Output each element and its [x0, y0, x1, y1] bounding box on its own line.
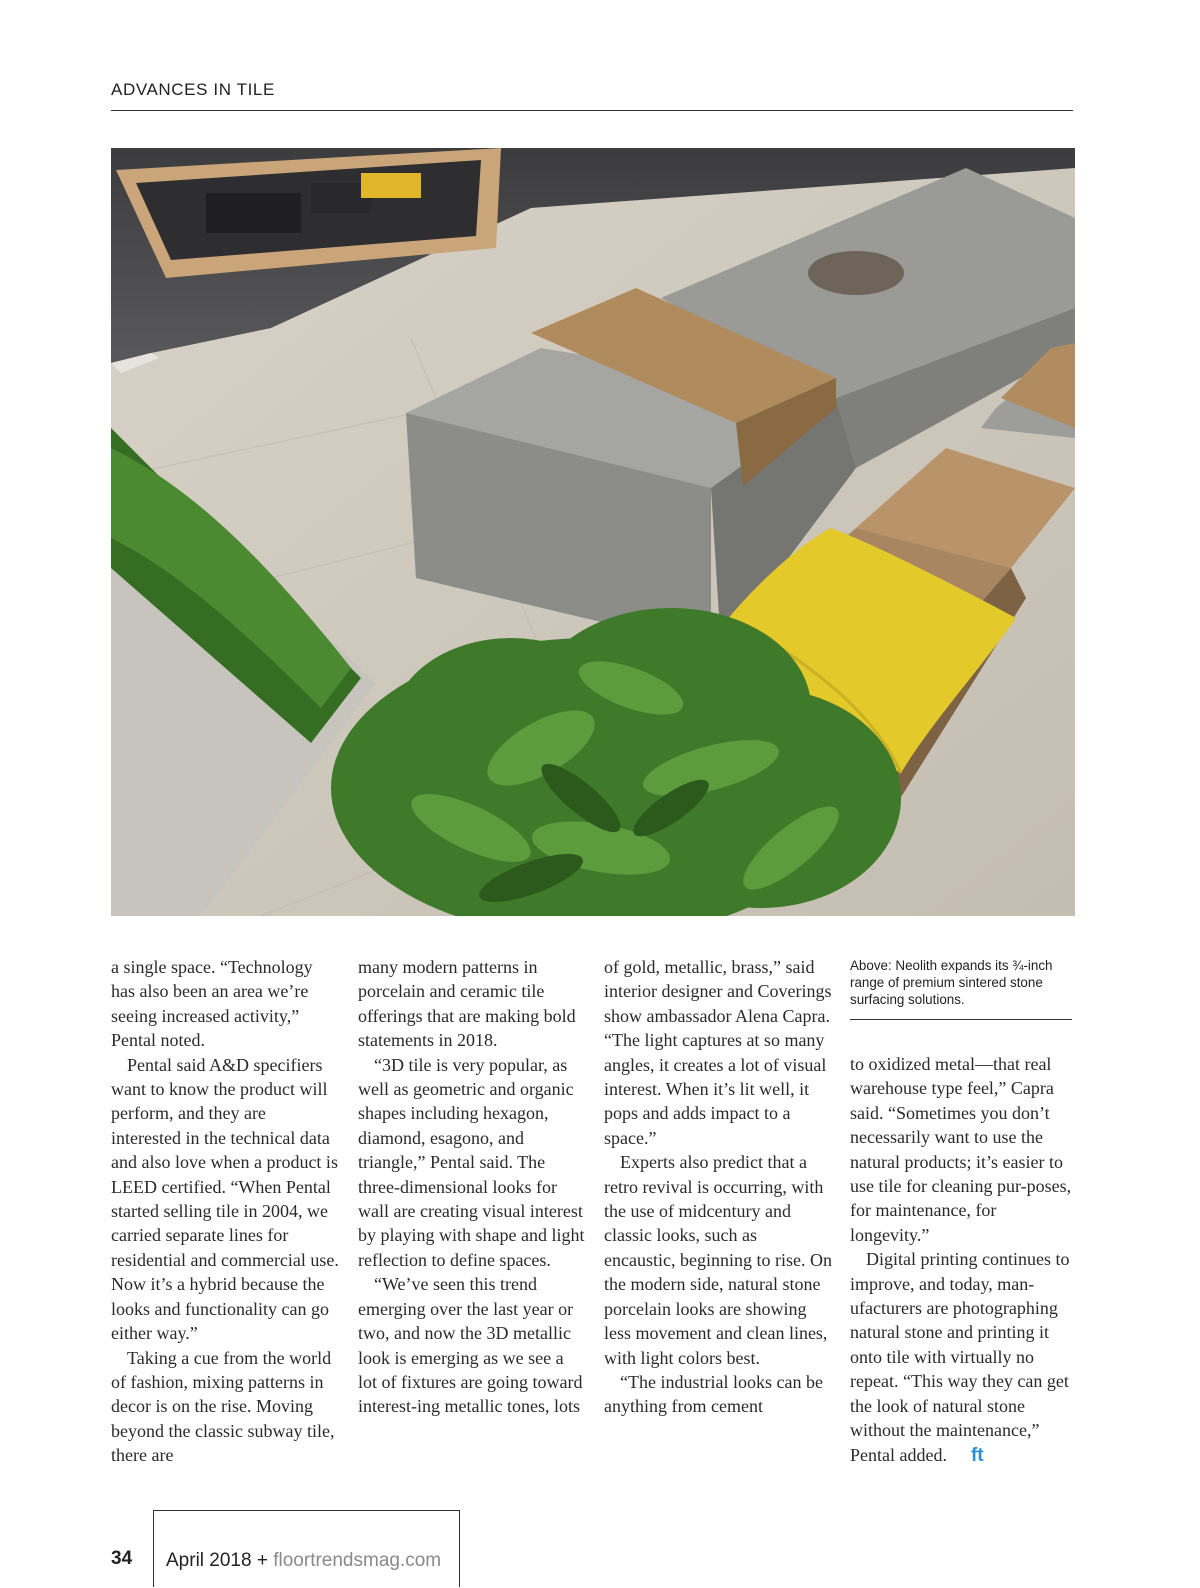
page-number: 34	[111, 1548, 133, 1569]
paragraph: “We’ve seen this trend emerging over the last year or two, and now the 3D metallic look is emerging as we see a lot of fixtures are going toward interest-ing metallic tones, lots	[358, 1274, 583, 1417]
showroom-photo	[111, 148, 1075, 916]
showroom-photo-icon	[111, 148, 1075, 916]
footer-separator: +	[256, 1550, 268, 1571]
paragraph: Experts also predict that a retro revival is occurring, with the use of midcentury and classic looks, such as encaustic, beginning to rise. On the modern side, natural stone porcelain looks are showing less movement and clean lines, with light colors best.	[604, 1152, 832, 1368]
paragraph: Pental said A&D specifiers want to know the product will perform, and they are interested in the technical data and also love when a product is LEED certified. “When Pental started selling tile in 2004, we carried separate lines for residential and commercial use. Now it’s a hybrid because the looks and functionality can go either way.”	[111, 1054, 339, 1344]
article-column-3	[604, 955, 832, 1419]
header-rule	[111, 110, 1073, 111]
article-column-4	[850, 1052, 1072, 1468]
footer-folio	[166, 1550, 441, 1572]
paragraph: to oxidized metal—that real warehouse type feel,” Capra said. “Sometimes you don’t necessarily want to use the natural products; it’s easier to use tile for cleaning pur-poses, for maintenance, for longevity.”	[850, 1054, 1072, 1245]
paragraph: “The industrial looks can be anything from cement	[604, 1371, 823, 1417]
article-column-1	[111, 955, 339, 1468]
footer-issue: April 2018	[166, 1550, 252, 1571]
caption-rule	[850, 1019, 1072, 1020]
paragraph: many modern patterns in porcelain and ceramic tile offerings that are making bold statements in 2018.	[358, 957, 576, 1051]
section-label: ADVANCES IN TILE	[111, 80, 275, 99]
paragraph: Taking a cue from the world of fashion, mixing patterns in decor is on the rise. Moving beyond the classic subway tile, there are	[111, 1347, 335, 1466]
footer-box	[153, 1510, 460, 1587]
footer-site: floortrendsmag.com	[273, 1550, 442, 1571]
article-column-2	[358, 955, 586, 1419]
paragraph: of gold, metallic, brass,” said interior designer and Coverings show ambassador Alena Capra. “The light captures at so many angles, it creates a lot of visual interest. When it’s lit well, it pops and adds impact to a space.”	[604, 957, 832, 1148]
paragraph: a single space. “Technology has also been an area we’re seeing increased activity,” Pental noted.	[111, 957, 313, 1051]
photo-caption: Above: Neolith expands its ¾-inch range of premium sintered stone surfacing solutions.	[850, 958, 1053, 1007]
end-mark-icon: ft	[970, 1444, 984, 1466]
paragraph: “3D tile is very popular, as well as geometric and organic shapes including hexagon, diamond, esagono, and triangle,” Pental said. The three-dimensional looks for wall are creating visual interest by playing with shape and light reflection to define spaces.	[358, 1054, 585, 1270]
paragraph: Digital printing continues to improve, and today, man-ufacturers are photographing natural stone and printing it onto tile with virtually no repeat. “This way they can get the look of natural stone without the maintenance,” Pental added.	[850, 1249, 1070, 1465]
